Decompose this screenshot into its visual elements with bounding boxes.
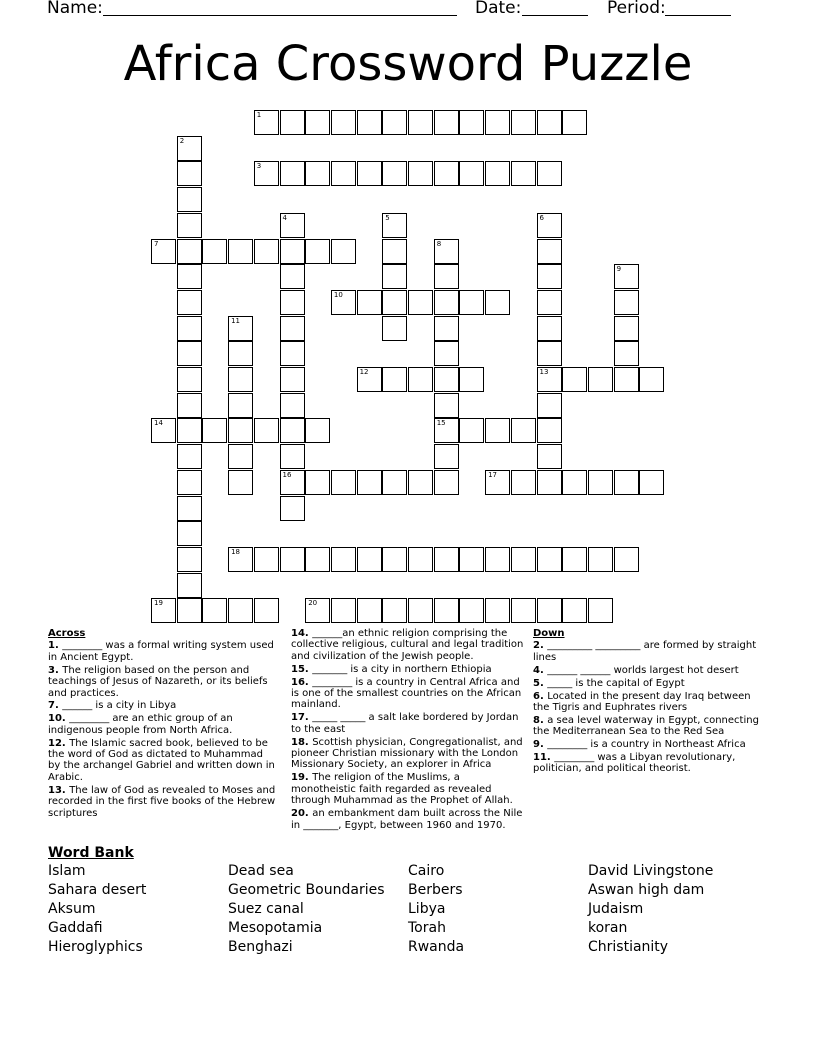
crossword-cell[interactable]: [305, 547, 330, 572]
crossword-cell[interactable]: [614, 367, 639, 392]
crossword-cell[interactable]: [408, 547, 433, 572]
word-bank-item: Gaddafi: [48, 920, 103, 936]
crossword-cell[interactable]: [280, 470, 305, 495]
cell-number: 9: [616, 265, 622, 274]
crossword-cell[interactable]: [177, 316, 202, 341]
crossword-cell[interactable]: [280, 547, 305, 572]
date-blank[interactable]: [522, 0, 588, 16]
crossword-cell[interactable]: [382, 239, 407, 264]
word-bank-item: Rwanda: [408, 939, 465, 955]
crossword-cell[interactable]: [331, 110, 356, 135]
crossword-cell[interactable]: [280, 367, 305, 392]
crossword-cell[interactable]: [511, 110, 536, 135]
name-label: Name:: [47, 0, 103, 18]
across-clue: [291, 664, 525, 675]
word-bank-item: koran: [588, 920, 628, 936]
crossword-cell[interactable]: [280, 316, 305, 341]
crossword-cell[interactable]: [202, 239, 227, 264]
crossword-cell[interactable]: [228, 239, 253, 264]
cell-number: 2: [179, 136, 185, 145]
clue-text: _________ _________ are formed by straight lines: [533, 640, 757, 663]
crossword-cell[interactable]: [177, 239, 202, 264]
crossword-cell[interactable]: [177, 573, 202, 598]
clue-text: The law of God as revealed to Moses and recorded in the first five books of the Hebrew scriptures: [48, 784, 276, 819]
word-bank-item: Cairo: [408, 863, 445, 879]
crossword-cell[interactable]: [151, 239, 176, 264]
word-bank-title: Word Bank: [48, 845, 134, 861]
crossword-cell[interactable]: [382, 110, 407, 135]
crossword-cell[interactable]: [280, 161, 305, 186]
crossword-cell[interactable]: [305, 239, 330, 264]
crossword-cell[interactable]: [562, 598, 587, 623]
across-clue: [48, 785, 278, 819]
crossword-cell[interactable]: [177, 161, 202, 186]
crossword-cell[interactable]: [639, 367, 664, 392]
crossword-cell[interactable]: [382, 470, 407, 495]
date-label: Date:: [475, 0, 522, 18]
across-clue: [48, 738, 278, 784]
crossword-cell[interactable]: [357, 161, 382, 186]
crossword-cell[interactable]: [459, 161, 484, 186]
crossword-cell[interactable]: [562, 547, 587, 572]
crossword-cell[interactable]: [537, 418, 562, 443]
crossword-cell[interactable]: [588, 367, 613, 392]
crossword-cell[interactable]: [177, 598, 202, 623]
clue-text: ______an ethnic religion comprising the collective religious, cultural and legal tradition and civilization of the Jewish people.: [291, 628, 524, 662]
crossword-cell[interactable]: [537, 290, 562, 315]
clue-text: a sea level waterway in Egypt, connecting the Mediterranean Sea to the Red Sea: [533, 714, 759, 738]
crossword-cell[interactable]: [588, 470, 613, 495]
crossword-cell[interactable]: [537, 264, 562, 289]
crossword-cell[interactable]: [485, 161, 510, 186]
crossword-cell[interactable]: [228, 547, 253, 572]
crossword-cell[interactable]: [382, 367, 407, 392]
down-clue: [533, 715, 763, 738]
crossword-cell[interactable]: [459, 418, 484, 443]
crossword-cell[interactable]: [357, 598, 382, 623]
crossword-cell[interactable]: [228, 418, 253, 443]
clue-text: The religion based on the person and teachings of Jesus of Nazareth, or its beliefs and practices.: [48, 664, 268, 699]
crossword-cell[interactable]: [305, 470, 330, 495]
cell-number: 4: [282, 213, 287, 222]
crossword-cell[interactable]: [280, 290, 305, 315]
clue-text: _____ is the capital of Egypt: [547, 677, 685, 689]
crossword-cell[interactable]: [434, 547, 459, 572]
across-clue: [291, 772, 525, 806]
word-bank-item: Sahara desert: [48, 882, 147, 898]
crossword-cell[interactable]: [254, 239, 279, 264]
crossword-cell[interactable]: [434, 470, 459, 495]
cell-number: 5: [385, 213, 390, 222]
crossword-cell[interactable]: [537, 470, 562, 495]
crossword-cell[interactable]: [382, 264, 407, 289]
clue-text: The Islamic sacred book, believed to be the word of God as dictated to Muhammad by the archangel Gabriel and written down in Arabic.: [48, 737, 275, 783]
crossword-cell[interactable]: [434, 316, 459, 341]
crossword-cell[interactable]: [177, 496, 202, 521]
crossword-cell[interactable]: [357, 367, 382, 392]
clue-text: ______ is a city in Libya: [62, 700, 177, 712]
crossword-cell[interactable]: [588, 547, 613, 572]
clue-text: ________ are an ethic group of an indigenous people from North Africa.: [48, 713, 233, 736]
cell-number: 13: [539, 368, 549, 376]
crossword-cell[interactable]: [434, 110, 459, 135]
clue-text: Scottish physician, Congregationalist, and pioneer Christian missionary with the London Missionary Society, an explorer in Africa: [291, 736, 523, 771]
word-bank-item: Hieroglyphics: [48, 939, 143, 955]
clue-number: 14.: [291, 628, 313, 639]
cell-number: 20: [308, 599, 318, 608]
across-clue: [48, 700, 278, 711]
crossword-cell[interactable]: [485, 547, 510, 572]
cell-number: 17: [488, 470, 498, 479]
period-label: Period:: [607, 0, 666, 18]
crossword-cell[interactable]: [382, 547, 407, 572]
word-bank-item: Mesopotamia: [228, 920, 323, 936]
word-bank-item: Geometric Boundaries: [228, 882, 385, 898]
crossword-cell[interactable]: [562, 367, 587, 392]
crossword-cell[interactable]: [228, 598, 253, 623]
word-bank-col-3: [408, 862, 464, 957]
crossword-cell[interactable]: [331, 547, 356, 572]
crossword-cell[interactable]: [614, 264, 639, 289]
crossword-cell[interactable]: [434, 161, 459, 186]
cell-number: 8: [436, 239, 442, 248]
cell-number: 12: [359, 368, 369, 376]
across-clues-col-2: [291, 628, 525, 832]
word-bank-item: Libya: [408, 901, 446, 917]
clue-number: 1.: [48, 640, 63, 652]
clue-number: 9.: [533, 739, 548, 751]
crossword-cell[interactable]: [382, 598, 407, 623]
crossword-cell[interactable]: [459, 290, 484, 315]
cell-number: 1: [256, 111, 262, 119]
clue-number: 2.: [533, 640, 548, 652]
word-bank-col-4: [588, 862, 713, 957]
crossword-cell[interactable]: [537, 367, 562, 392]
across-clue: [48, 640, 278, 663]
crossword-cell[interactable]: [537, 239, 562, 264]
crossword-cell[interactable]: [408, 470, 433, 495]
crossword-cell[interactable]: [177, 264, 202, 289]
crossword-cell[interactable]: [459, 598, 484, 623]
crossword-cell[interactable]: [382, 316, 407, 341]
crossword-cell[interactable]: [357, 290, 382, 315]
word-bank-item: Aswan high dam: [588, 882, 705, 898]
clue-number: 12.: [48, 737, 70, 749]
crossword-cell[interactable]: [177, 470, 202, 495]
clue-number: 3.: [48, 664, 63, 676]
clue-number: 16.: [291, 676, 313, 688]
cell-number: 18: [231, 547, 241, 556]
crossword-cell[interactable]: [588, 598, 613, 623]
crossword-cell[interactable]: [537, 547, 562, 572]
down-clue: [533, 691, 763, 714]
crossword-cell[interactable]: [459, 547, 484, 572]
across-clue: [48, 713, 278, 736]
crossword-cell[interactable]: [280, 110, 305, 135]
across-clues-col-1: [48, 628, 278, 821]
crossword-cell[interactable]: [614, 470, 639, 495]
cell-number: 6: [539, 213, 544, 222]
crossword-cell[interactable]: [639, 470, 664, 495]
crossword-cell[interactable]: [537, 341, 562, 366]
down-clue: [533, 739, 763, 750]
crossword-cell[interactable]: [177, 213, 202, 238]
crossword-cell[interactable]: [331, 239, 356, 264]
clue-number: 4.: [533, 664, 548, 676]
word-bank-item: Berbers: [408, 882, 463, 898]
clue-number: 18.: [291, 736, 313, 748]
across-clue: [291, 808, 525, 831]
across-heading: Across: [48, 628, 86, 639]
across-clue: [291, 628, 525, 662]
cell-number: 19: [154, 599, 163, 608]
crossword-cell[interactable]: [177, 393, 202, 418]
cell-number: 15: [436, 419, 446, 428]
word-bank-item: Dead sea: [228, 863, 294, 879]
crossword-cell[interactable]: [280, 418, 305, 443]
clue-number: 8.: [533, 714, 548, 726]
cell-number: 16: [282, 470, 292, 479]
clue-number: 11.: [533, 752, 555, 764]
crossword-cell[interactable]: [228, 444, 253, 469]
crossword-cell[interactable]: [511, 470, 536, 495]
crossword-cell[interactable]: [305, 110, 330, 135]
across-clue: [48, 665, 278, 699]
clue-text: ________ is a country in Central Africa and is one of the smallest countries on the African mainland.: [291, 676, 522, 711]
crossword-cell[interactable]: [280, 264, 305, 289]
crossword-cell[interactable]: [408, 367, 433, 392]
clue-number: 19.: [291, 772, 313, 784]
period-blank[interactable]: [665, 0, 731, 16]
crossword-cell[interactable]: [280, 341, 305, 366]
crossword-cell[interactable]: [614, 341, 639, 366]
crossword-cell[interactable]: [537, 393, 562, 418]
down-clue: [533, 640, 763, 663]
crossword-cell[interactable]: [202, 598, 227, 623]
crossword-cell[interactable]: [357, 547, 382, 572]
down-heading: Down: [533, 628, 565, 639]
crossword-cell[interactable]: [511, 547, 536, 572]
crossword-cell[interactable]: [151, 598, 176, 623]
crossword-cell[interactable]: [537, 213, 562, 238]
crossword-cell[interactable]: [434, 598, 459, 623]
clue-text: an embankment dam built across the Nile in _______, Egypt, between 1960 and 1970.: [291, 808, 523, 831]
crossword-cell[interactable]: [434, 239, 459, 264]
crossword-cell[interactable]: [537, 316, 562, 341]
crossword-cell[interactable]: [459, 367, 484, 392]
crossword-cell[interactable]: [254, 547, 279, 572]
name-blank[interactable]: [103, 0, 457, 16]
word-bank-item: Christianity: [588, 939, 669, 955]
crossword-cell[interactable]: [228, 341, 253, 366]
across-clue: [291, 737, 525, 771]
crossword-cell[interactable]: [408, 290, 433, 315]
crossword-cell[interactable]: [537, 110, 562, 135]
crossword-cell[interactable]: [177, 341, 202, 366]
word-bank-item: Suez canal: [228, 901, 304, 917]
crossword-cell[interactable]: [408, 110, 433, 135]
crossword-cell[interactable]: [331, 470, 356, 495]
crossword-cell[interactable]: [228, 470, 253, 495]
crossword-cell[interactable]: [537, 598, 562, 623]
crossword-cell[interactable]: [485, 598, 510, 623]
crossword-cell[interactable]: [177, 418, 202, 443]
crossword-cell[interactable]: [382, 161, 407, 186]
crossword-cell[interactable]: [434, 264, 459, 289]
crossword-cell[interactable]: [151, 418, 176, 443]
crossword-cell[interactable]: [459, 110, 484, 135]
clue-number: 17.: [291, 712, 313, 724]
crossword-cell[interactable]: [177, 290, 202, 315]
clue-text: ________ is a country in Northeast Africa: [547, 739, 746, 751]
crossword-cell[interactable]: [280, 496, 305, 521]
word-bank-item: Judaism: [588, 901, 644, 917]
crossword-cell[interactable]: [177, 547, 202, 572]
crossword-cell[interactable]: [280, 393, 305, 418]
down-clues-col: [533, 628, 763, 776]
clue-number: 10.: [48, 713, 70, 725]
crossword-cell[interactable]: [562, 110, 587, 135]
cell-number: 10: [333, 290, 343, 299]
crossword-cell[interactable]: [331, 290, 356, 315]
clue-number: 13.: [48, 784, 70, 796]
cell-number: 11: [231, 316, 241, 325]
crossword-cell[interactable]: [562, 470, 587, 495]
crossword-cell[interactable]: [434, 418, 459, 443]
cell-number: 7: [154, 239, 159, 248]
clue-text: ________ was a Libyan revolutionary, politician, and political theorist.: [533, 752, 736, 775]
crossword-cell[interactable]: [485, 470, 510, 495]
crossword-cell[interactable]: [485, 418, 510, 443]
down-clue: [533, 752, 763, 775]
crossword-cell[interactable]: [228, 367, 253, 392]
clue-number: 6.: [533, 690, 548, 702]
word-bank-col-2: [228, 862, 385, 957]
crossword-cell[interactable]: [537, 444, 562, 469]
word-bank-item: Islam: [48, 863, 86, 879]
crossword-cell[interactable]: [485, 290, 510, 315]
crossword-cell[interactable]: [177, 521, 202, 546]
crossword-cell[interactable]: [434, 341, 459, 366]
crossword-cell[interactable]: [614, 547, 639, 572]
crossword-cell[interactable]: [408, 161, 433, 186]
crossword-cell[interactable]: [614, 290, 639, 315]
crossword-cell[interactable]: [537, 161, 562, 186]
crossword-cell[interactable]: [357, 470, 382, 495]
crossword-cell[interactable]: [202, 418, 227, 443]
crossword-cell[interactable]: [305, 161, 330, 186]
crossword-cell[interactable]: [228, 393, 253, 418]
down-clue: [533, 678, 763, 689]
crossword-cell[interactable]: [228, 316, 253, 341]
word-bank-item: Aksum: [48, 901, 96, 917]
clue-text: ______ ______ worlds largest hot desert: [547, 664, 739, 676]
clue-number: 7.: [48, 700, 63, 712]
crossword-cell[interactable]: [280, 213, 305, 238]
crossword-cell[interactable]: [485, 110, 510, 135]
crossword-cell[interactable]: [177, 367, 202, 392]
across-clue: [291, 677, 525, 711]
across-clue: [291, 712, 525, 735]
down-clue: [533, 665, 763, 676]
crossword-cell[interactable]: [280, 239, 305, 264]
crossword-cell[interactable]: [511, 418, 536, 443]
crossword-cell[interactable]: [434, 290, 459, 315]
crossword-cell[interactable]: [254, 161, 279, 186]
crossword-cell[interactable]: [254, 418, 279, 443]
crossword-cell[interactable]: [177, 187, 202, 212]
crossword-cell[interactable]: [177, 136, 202, 161]
clue-number: 5.: [533, 677, 548, 689]
clue-number: 20.: [291, 808, 313, 820]
crossword-cell[interactable]: [511, 598, 536, 623]
crossword-cell[interactable]: [331, 161, 356, 186]
clue-text: Located in the present day Iraq between the Tigris and Euphrates rivers: [533, 690, 751, 713]
clue-number: 15.: [291, 663, 313, 675]
crossword-cell[interactable]: [382, 290, 407, 315]
word-bank-item: Benghazi: [228, 939, 293, 955]
crossword-cell[interactable]: [434, 444, 459, 469]
clue-text: _______ is a city in northern Ethiopia: [312, 663, 492, 675]
crossword-cell[interactable]: [177, 444, 202, 469]
crossword-cell[interactable]: [305, 418, 330, 443]
cell-number: 14: [154, 419, 163, 428]
crossword-cell[interactable]: [434, 367, 459, 392]
crossword-cell[interactable]: [357, 110, 382, 135]
crossword-cell[interactable]: [254, 598, 279, 623]
word-bank-item: Torah: [408, 920, 446, 936]
crossword-cell[interactable]: [280, 444, 305, 469]
crossword-cell[interactable]: [434, 393, 459, 418]
crossword-cell[interactable]: [331, 598, 356, 623]
crossword-cell[interactable]: [254, 110, 279, 135]
crossword-cell[interactable]: [614, 316, 639, 341]
word-bank-item: David Livingstone: [588, 863, 714, 879]
clue-text: The religion of the Muslims, a monotheistic faith regarded as revealed through Muhammad as the Prophet of Allah.: [291, 772, 513, 807]
crossword-cell[interactable]: [382, 213, 407, 238]
word-bank-col-1: [48, 862, 146, 957]
page-title: Africa Crossword Puzzle: [123, 36, 693, 92]
cell-number: 3: [256, 162, 262, 171]
crossword-cell[interactable]: [408, 598, 433, 623]
clue-text: _____ _____ a salt lake bordered by Jordan to the east: [291, 712, 519, 735]
clue-text: ________ was a formal writing system used in Ancient Egypt.: [48, 640, 274, 663]
crossword-cell[interactable]: [305, 598, 330, 623]
crossword-cell[interactable]: [511, 161, 536, 186]
